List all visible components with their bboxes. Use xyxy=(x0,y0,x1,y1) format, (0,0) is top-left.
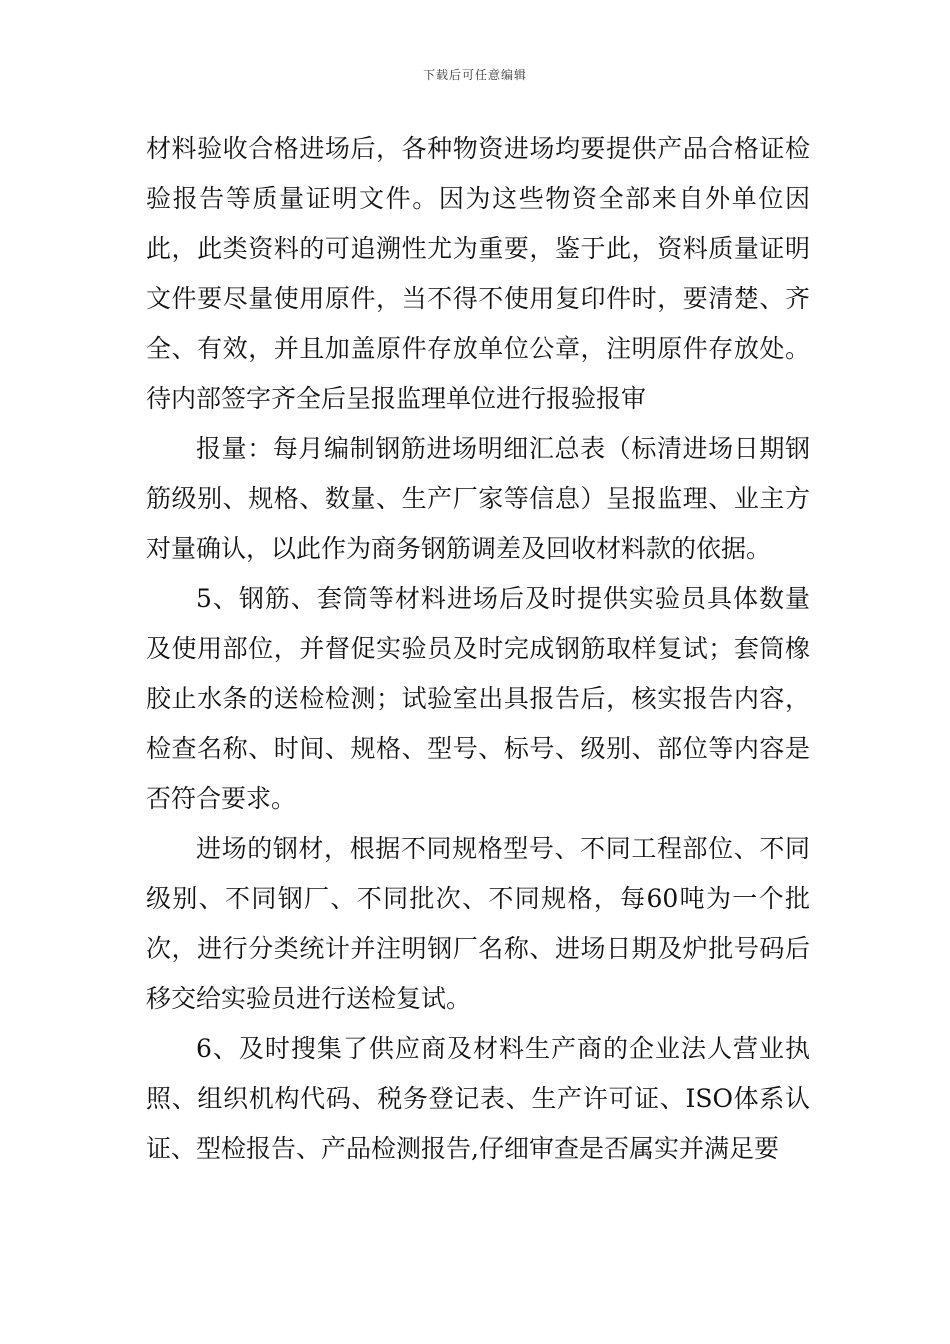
page-header-note: 下载后可任意编辑 xyxy=(422,68,527,82)
paragraph-item-6: 6、及时搜集了供应商及材料生产商的企业法人营业执照、组织机构代码、税务登记表、生产许可证、ISO体系认证、型检报告、产品检测报告,仔细审查是否属实并满足要 xyxy=(146,1034,810,1163)
paragraph-item-5: 5、钢筋、套筒等材料进场后及时提供实验员具体数量及使用部位，并督促实验员及时完成钢筋取样复试；套筒橡胶止水条的送检检测；试验室出具报告后，核实报告内容，检查名称、时间、规格、型号、标号、级别、部位等内容是否符合要求。 xyxy=(146,584,810,813)
paragraph-quantity-report: 报量：每月编制钢筋进场明细汇总表（标清进场日期钢筋级别、规格、数量、生产厂家等信息）呈报监理、业主方对量确认，以此作为商务钢筋调差及回收材料款的依据。 xyxy=(146,434,810,563)
paragraph-steel-batch: 进场的钢材，根据不同规格型号、不同工程部位、不同级别、不同钢厂、不同批次、不同规格，每60吨为一个批次，进行分类统计并注明钢厂名称、进场日期及炉批号码后移交给实验员进行送检复试。 xyxy=(146,834,810,1013)
paragraph-material-acceptance: 材料验收合格进场后，各种物资进场均要提供产品合格证检验报告等质量证明文件。因为这些物资全部来自外单位因此，此类资料的可追溯性尤为重要，鉴于此，资料质量证明文件要尽量使用原件，当不得不使用复印件时，要清楚、齐全、有效，并且加盖原件存放单位公章，注明原件存放处。待内部签字齐全后呈报监理单位进行报验报审 xyxy=(146,134,810,413)
document-body xyxy=(146,124,810,1174)
